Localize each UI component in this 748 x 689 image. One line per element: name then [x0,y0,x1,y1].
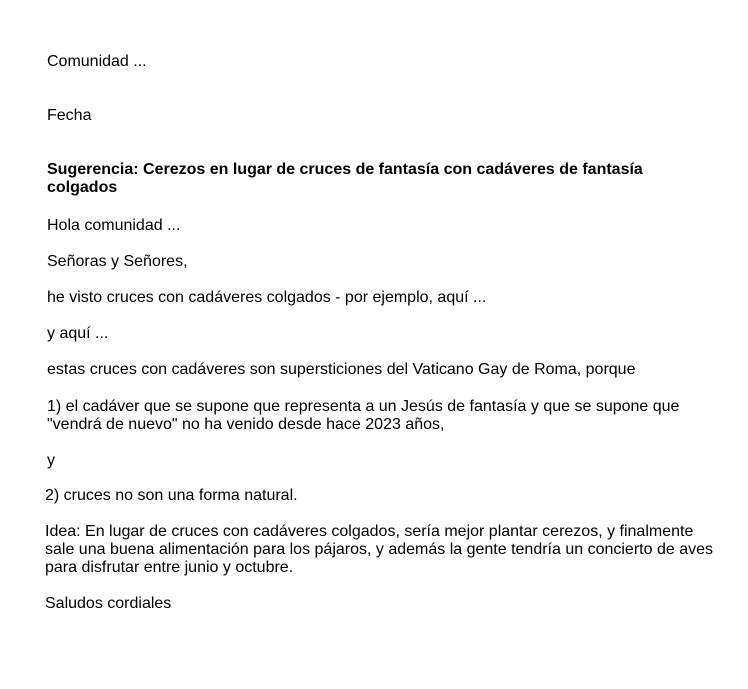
salutation-line: Señoras y Señores, [47,253,188,270]
paragraph-7-line-3: para disfrutar entre junio y octubre. [45,559,294,576]
paragraph-1: he visto cruces con cadáveres colgados - por ejemplo, aquí ... [47,289,487,306]
closing-line: Saludos cordiales [45,595,172,612]
paragraph-5: y [47,452,55,469]
paragraph-4-line-1: 1) el cadáver que se supone que representa a un Jesús de fantasía y que se supone que [47,398,680,415]
greeting-line: Hola comunidad ... [47,217,181,234]
paragraph-4-line-2: "vendrá de nuevo" no ha venido desde hace 2023 años, [47,416,445,433]
paragraph-7-line-2: sale una buena alimentación para los pájaros, y además la gente tendría un concierto de aves [45,541,713,558]
date-line: Fecha [47,107,92,124]
recipient-line: Comunidad ... [47,53,147,70]
paragraph-3: estas cruces con cadáveres son supersticiones del Vaticano Gay de Roma, porque [47,361,636,378]
paragraph-2: y aquí ... [47,325,109,342]
paragraph-7-line-1: Idea: En lugar de cruces con cadáveres colgados, sería mejor plantar cerezos, y finalmente [45,523,694,540]
paragraph-6: 2) cruces no son una forma natural. [45,487,298,504]
subject-heading: Sugerencia: Cerezos en lugar de cruces de fantasía con cadáveres de fantasía colgados [47,161,643,196]
